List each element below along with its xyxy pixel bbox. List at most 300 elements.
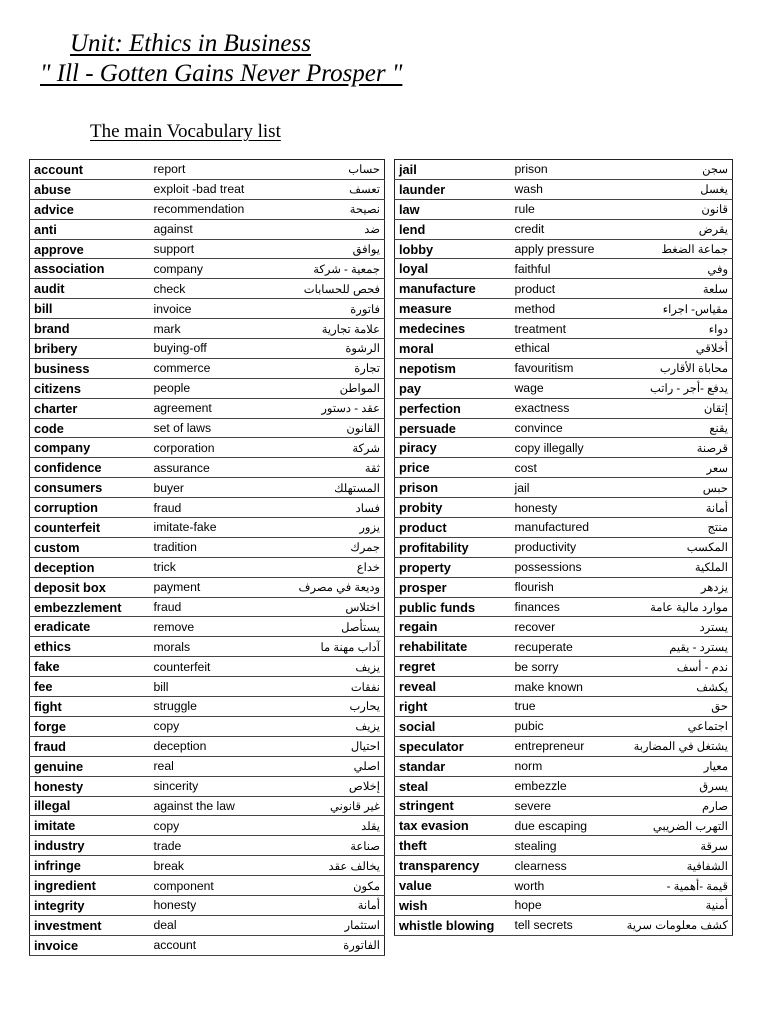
table-row — [30, 398, 385, 418]
vocab-arabic: يسرق — [639, 776, 733, 796]
vocab-word: advice — [30, 199, 150, 219]
table-row — [395, 398, 733, 418]
vocab-arabic: محاباة الأقارب — [639, 358, 733, 378]
vocab-word: company — [30, 438, 150, 458]
vocab-synonym: be sorry — [511, 657, 639, 677]
vocab-arabic: احتيال — [285, 736, 385, 756]
vocab-synonym: against — [150, 219, 285, 239]
table-row — [395, 319, 733, 339]
vocab-word: counterfeit — [30, 518, 150, 538]
vocab-synonym: jail — [511, 478, 639, 498]
vocab-word: regain — [395, 617, 511, 637]
vocab-word: profitability — [395, 537, 511, 557]
vocab-synonym: recommendation — [150, 199, 285, 219]
vocab-word: fraud — [30, 736, 150, 756]
vocab-arabic: الفاتورة — [285, 935, 385, 955]
vocab-word: rehabilitate — [395, 637, 511, 657]
table-row — [30, 895, 385, 915]
table-row — [30, 478, 385, 498]
vocab-synonym: finances — [511, 597, 639, 617]
vocab-arabic: استثمار — [285, 915, 385, 935]
table-row — [30, 259, 385, 279]
table-row — [395, 279, 733, 299]
vocab-synonym: bill — [150, 677, 285, 697]
vocab-word: deception — [30, 557, 150, 577]
table-row — [395, 836, 733, 856]
table-row — [395, 796, 733, 816]
vocab-synonym: exploit -bad treat — [150, 179, 285, 199]
vocab-synonym: corporation — [150, 438, 285, 458]
vocab-arabic: يقرض — [639, 219, 733, 239]
vocab-arabic: علامة تجارية — [285, 319, 385, 339]
vocab-synonym: component — [150, 876, 285, 896]
vocab-word: bill — [30, 299, 150, 319]
vocab-arabic: وديعة في مصرف — [285, 577, 385, 597]
vocab-word: association — [30, 259, 150, 279]
table-row — [395, 438, 733, 458]
vocab-synonym: copy — [150, 716, 285, 736]
vocab-synonym: honesty — [150, 895, 285, 915]
vocab-synonym: convince — [511, 418, 639, 438]
table-row — [30, 279, 385, 299]
vocab-arabic: يسترد — [639, 617, 733, 637]
vocab-arabic: خداع — [285, 557, 385, 577]
table-row — [395, 219, 733, 239]
vocabulary-table-left — [29, 159, 385, 956]
vocab-arabic: قرصنة — [639, 438, 733, 458]
vocab-word: standar — [395, 756, 511, 776]
table-row — [30, 816, 385, 836]
vocab-word: law — [395, 199, 511, 219]
vocab-synonym: fraud — [150, 498, 285, 518]
vocab-arabic: آداب مهنة ما — [285, 637, 385, 657]
vocab-word: reveal — [395, 677, 511, 697]
vocab-synonym: clearness — [511, 856, 639, 876]
table-row — [30, 378, 385, 398]
table-row — [395, 736, 733, 756]
vocab-synonym: report — [150, 160, 285, 180]
table-row — [395, 518, 733, 538]
vocab-synonym: company — [150, 259, 285, 279]
vocab-word: code — [30, 418, 150, 438]
vocab-arabic: يكشف — [639, 677, 733, 697]
vocab-synonym: assurance — [150, 458, 285, 478]
vocab-arabic: صارم — [639, 796, 733, 816]
vocab-arabic: يغسل — [639, 179, 733, 199]
table-row — [30, 299, 385, 319]
vocab-arabic: المستهلك — [285, 478, 385, 498]
vocab-word: social — [395, 716, 511, 736]
vocab-arabic: الشفافية — [639, 856, 733, 876]
vocab-synonym: embezzle — [511, 776, 639, 796]
vocab-arabic: إخلاص — [285, 776, 385, 796]
table-row — [395, 856, 733, 876]
vocab-word: pay — [395, 378, 511, 398]
vocab-arabic: قيمة -أهمية - — [639, 876, 733, 896]
vocab-synonym: rule — [511, 199, 639, 219]
vocab-arabic: جماعة الضغط — [639, 239, 733, 259]
table-row — [30, 716, 385, 736]
vocab-synonym: people — [150, 378, 285, 398]
vocab-synonym: commerce — [150, 358, 285, 378]
vocab-arabic: المواطن — [285, 378, 385, 398]
vocab-synonym: sincerity — [150, 776, 285, 796]
vocab-synonym: against the law — [150, 796, 285, 816]
table-row — [30, 339, 385, 359]
vocab-arabic: يزدهر — [639, 577, 733, 597]
vocab-word: lobby — [395, 239, 511, 259]
vocab-arabic: سجن — [639, 160, 733, 180]
table-row — [30, 756, 385, 776]
vocab-arabic: المكسب — [639, 537, 733, 557]
table-row — [30, 836, 385, 856]
vocab-word: account — [30, 160, 150, 180]
vocab-arabic: معيار — [639, 756, 733, 776]
table-row — [30, 557, 385, 577]
vocab-synonym: mark — [150, 319, 285, 339]
table-row — [30, 537, 385, 557]
table-row — [30, 577, 385, 597]
vocab-arabic: يزور — [285, 518, 385, 538]
table-row — [395, 378, 733, 398]
vocab-arabic: حق — [639, 697, 733, 717]
vocab-arabic: أخلاقي — [639, 339, 733, 359]
table-row — [395, 637, 733, 657]
table-row — [395, 697, 733, 717]
vocab-word: prison — [395, 478, 511, 498]
vocab-word: industry — [30, 836, 150, 856]
vocab-synonym: trick — [150, 557, 285, 577]
table-row — [30, 518, 385, 538]
vocab-word: consumers — [30, 478, 150, 498]
vocab-word: ingredient — [30, 876, 150, 896]
vocab-arabic: جمعية - شركة — [285, 259, 385, 279]
vocab-synonym: check — [150, 279, 285, 299]
vocab-synonym: wash — [511, 179, 639, 199]
vocab-word: confidence — [30, 458, 150, 478]
vocab-arabic: صناعة — [285, 836, 385, 856]
vocab-arabic: مقياس- اجراء — [639, 299, 733, 319]
vocab-synonym: treatment — [511, 319, 639, 339]
vocab-synonym: copy — [150, 816, 285, 836]
table-row — [395, 537, 733, 557]
table-row — [30, 498, 385, 518]
vocab-synonym: counterfeit — [150, 657, 285, 677]
vocab-arabic: يستأصل — [285, 617, 385, 637]
vocab-synonym: wage — [511, 378, 639, 398]
vocab-arabic: كشف معلومات سرية — [639, 915, 733, 935]
table-row — [30, 179, 385, 199]
table-row — [30, 915, 385, 935]
vocab-word: public funds — [395, 597, 511, 617]
vocab-synonym: prison — [511, 160, 639, 180]
vocab-synonym: struggle — [150, 697, 285, 717]
vocab-word: abuse — [30, 179, 150, 199]
vocab-arabic: يحارب — [285, 697, 385, 717]
vocab-arabic: يقنع — [639, 418, 733, 438]
vocab-synonym: faithful — [511, 259, 639, 279]
table-row — [395, 498, 733, 518]
table-row — [395, 895, 733, 915]
vocab-arabic: مكون — [285, 876, 385, 896]
table-row — [30, 657, 385, 677]
table-row — [30, 856, 385, 876]
vocab-word: manufacture — [395, 279, 511, 299]
vocab-synonym: manufactured — [511, 518, 639, 538]
table-row — [395, 160, 733, 180]
vocab-word: regret — [395, 657, 511, 677]
table-row — [30, 358, 385, 378]
vocab-synonym: due escaping — [511, 816, 639, 836]
vocab-word: medecines — [395, 319, 511, 339]
vocab-arabic: أمانة — [285, 895, 385, 915]
vocab-arabic: شركة — [285, 438, 385, 458]
vocab-synonym: remove — [150, 617, 285, 637]
vocab-arabic: يشتغل في المضاربة — [639, 736, 733, 756]
vocab-word: price — [395, 458, 511, 478]
vocab-word: illegal — [30, 796, 150, 816]
table-row — [30, 677, 385, 697]
vocab-word: invoice — [30, 935, 150, 955]
vocab-arabic: حبس — [639, 478, 733, 498]
vocab-word: fee — [30, 677, 150, 697]
vocab-synonym: agreement — [150, 398, 285, 418]
vocab-synonym: favouritism — [511, 358, 639, 378]
vocab-synonym: ethical — [511, 339, 639, 359]
vocab-word: loyal — [395, 259, 511, 279]
vocab-word: value — [395, 876, 511, 896]
vocab-synonym: apply pressure — [511, 239, 639, 259]
vocab-word: jail — [395, 160, 511, 180]
vocab-arabic: سلعة — [639, 279, 733, 299]
vocab-synonym: copy illegally — [511, 438, 639, 458]
vocab-word: persuade — [395, 418, 511, 438]
vocab-word: business — [30, 358, 150, 378]
vocabulary-table-right — [394, 159, 733, 936]
vocab-word: whistle blowing — [395, 915, 511, 935]
vocab-word: audit — [30, 279, 150, 299]
vocab-word: perfection — [395, 398, 511, 418]
vocab-arabic: ضد — [285, 219, 385, 239]
vocab-synonym: tradition — [150, 537, 285, 557]
table-row — [395, 617, 733, 637]
vocab-arabic: ثقة — [285, 458, 385, 478]
table-row — [395, 299, 733, 319]
quote-title: " Ill - Gotten Gains Never Prosper " — [40, 60, 403, 87]
vocab-synonym: recover — [511, 617, 639, 637]
table-row — [30, 697, 385, 717]
vocab-synonym: hope — [511, 895, 639, 915]
vocab-arabic: نفقات — [285, 677, 385, 697]
vocab-synonym: cost — [511, 458, 639, 478]
table-row — [30, 418, 385, 438]
table-row — [30, 160, 385, 180]
table-row — [395, 339, 733, 359]
vocab-arabic: تجارة — [285, 358, 385, 378]
vocab-word: charter — [30, 398, 150, 418]
table-row — [395, 876, 733, 896]
vocab-synonym: method — [511, 299, 639, 319]
table-row — [30, 776, 385, 796]
vocab-word: launder — [395, 179, 511, 199]
vocab-synonym: support — [150, 239, 285, 259]
vocab-arabic: دواء — [639, 319, 733, 339]
table-row — [395, 816, 733, 836]
vocab-synonym: buyer — [150, 478, 285, 498]
vocab-arabic: جمرك — [285, 537, 385, 557]
vocab-word: forge — [30, 716, 150, 736]
vocab-synonym: flourish — [511, 577, 639, 597]
vocab-word: corruption — [30, 498, 150, 518]
vocab-arabic: سرقة — [639, 836, 733, 856]
table-row — [395, 358, 733, 378]
table-row — [30, 199, 385, 219]
vocab-arabic: وفي — [639, 259, 733, 279]
vocab-word: imitate — [30, 816, 150, 836]
vocab-word: approve — [30, 239, 150, 259]
table-row — [30, 736, 385, 756]
vocab-arabic: ندم - أسف — [639, 657, 733, 677]
vocab-word: brand — [30, 319, 150, 339]
vocab-word: measure — [395, 299, 511, 319]
vocab-arabic: منتج — [639, 518, 733, 538]
table-row — [30, 796, 385, 816]
vocab-word: embezzlement — [30, 597, 150, 617]
vocab-synonym: severe — [511, 796, 639, 816]
vocab-arabic: اصلي — [285, 756, 385, 776]
vocab-arabic: الرشوة — [285, 339, 385, 359]
vocab-arabic: قانون — [639, 199, 733, 219]
table-row — [30, 458, 385, 478]
vocab-word: wish — [395, 895, 511, 915]
table-row — [30, 438, 385, 458]
vocabulary-list-title: The main Vocabulary list — [90, 121, 281, 142]
vocab-arabic: سعر — [639, 458, 733, 478]
vocab-word: genuine — [30, 756, 150, 776]
vocab-synonym: deal — [150, 915, 285, 935]
vocab-synonym: invoice — [150, 299, 285, 319]
vocab-arabic: اجتماعي — [639, 716, 733, 736]
vocab-synonym: pubic — [511, 716, 639, 736]
vocab-synonym: fraud — [150, 597, 285, 617]
table-row — [395, 597, 733, 617]
vocab-synonym: honesty — [511, 498, 639, 518]
vocab-word: prosper — [395, 577, 511, 597]
vocab-synonym: set of laws — [150, 418, 285, 438]
vocab-synonym: tell secrets — [511, 915, 639, 935]
vocab-word: citizens — [30, 378, 150, 398]
vocab-word: bribery — [30, 339, 150, 359]
vocab-synonym: payment — [150, 577, 285, 597]
vocab-word: infringe — [30, 856, 150, 876]
vocab-synonym: worth — [511, 876, 639, 896]
vocab-arabic: يقلد — [285, 816, 385, 836]
vocab-arabic: يزيف — [285, 716, 385, 736]
vocab-arabic: القانون — [285, 418, 385, 438]
vocab-synonym: stealing — [511, 836, 639, 856]
vocab-arabic: غير قانوني — [285, 796, 385, 816]
table-row — [395, 776, 733, 796]
table-row — [395, 259, 733, 279]
table-row — [395, 677, 733, 697]
table-row — [395, 458, 733, 478]
vocab-arabic: نصيحة — [285, 199, 385, 219]
vocab-synonym: morals — [150, 637, 285, 657]
vocab-arabic: يخالف عقد — [285, 856, 385, 876]
table-row — [395, 179, 733, 199]
vocab-synonym: trade — [150, 836, 285, 856]
table-row — [395, 418, 733, 438]
table-row — [30, 597, 385, 617]
vocab-word: integrity — [30, 895, 150, 915]
vocab-arabic: فحص للحسابات — [285, 279, 385, 299]
vocab-synonym: true — [511, 697, 639, 717]
vocab-synonym: exactness — [511, 398, 639, 418]
vocab-word: right — [395, 697, 511, 717]
vocab-word: anti — [30, 219, 150, 239]
table-row — [30, 319, 385, 339]
vocab-synonym: imitate-fake — [150, 518, 285, 538]
vocab-synonym: real — [150, 756, 285, 776]
table-row — [395, 199, 733, 219]
vocab-arabic: إتقان — [639, 398, 733, 418]
table-row — [395, 239, 733, 259]
vocab-arabic: أمانة — [639, 498, 733, 518]
vocab-arabic: موارد مالية عامة — [639, 597, 733, 617]
vocab-word: nepotism — [395, 358, 511, 378]
vocab-word: piracy — [395, 438, 511, 458]
vocab-word: product — [395, 518, 511, 538]
vocab-word: honesty — [30, 776, 150, 796]
vocab-synonym: break — [150, 856, 285, 876]
table-row — [30, 637, 385, 657]
vocab-synonym: account — [150, 935, 285, 955]
vocab-synonym: entrepreneur — [511, 736, 639, 756]
vocab-synonym: buying-off — [150, 339, 285, 359]
vocab-word: steal — [395, 776, 511, 796]
vocab-arabic: يوافق — [285, 239, 385, 259]
vocab-word: theft — [395, 836, 511, 856]
vocab-word: property — [395, 557, 511, 577]
vocab-arabic: يزيف — [285, 657, 385, 677]
vocab-arabic: يدفع -أجر - راتب — [639, 378, 733, 398]
vocab-synonym: recuperate — [511, 637, 639, 657]
table-row — [30, 935, 385, 955]
vocab-word: investment — [30, 915, 150, 935]
vocab-word: moral — [395, 339, 511, 359]
table-row — [395, 577, 733, 597]
vocab-arabic: التهرب الضريبي — [639, 816, 733, 836]
vocab-arabic: اختلاس — [285, 597, 385, 617]
vocab-arabic: فساد — [285, 498, 385, 518]
vocab-arabic: يسترد - يقيم — [639, 637, 733, 657]
vocab-word: stringent — [395, 796, 511, 816]
table-row — [395, 716, 733, 736]
table-row — [395, 756, 733, 776]
vocab-word: tax evasion — [395, 816, 511, 836]
table-row — [395, 478, 733, 498]
table-row — [395, 657, 733, 677]
table-row — [395, 915, 733, 935]
vocab-word: fight — [30, 697, 150, 717]
vocab-word: fake — [30, 657, 150, 677]
table-row — [30, 876, 385, 896]
vocab-synonym: deception — [150, 736, 285, 756]
vocab-arabic: الملكية — [639, 557, 733, 577]
vocab-synonym: norm — [511, 756, 639, 776]
vocab-synonym: productivity — [511, 537, 639, 557]
vocab-word: deposit box — [30, 577, 150, 597]
